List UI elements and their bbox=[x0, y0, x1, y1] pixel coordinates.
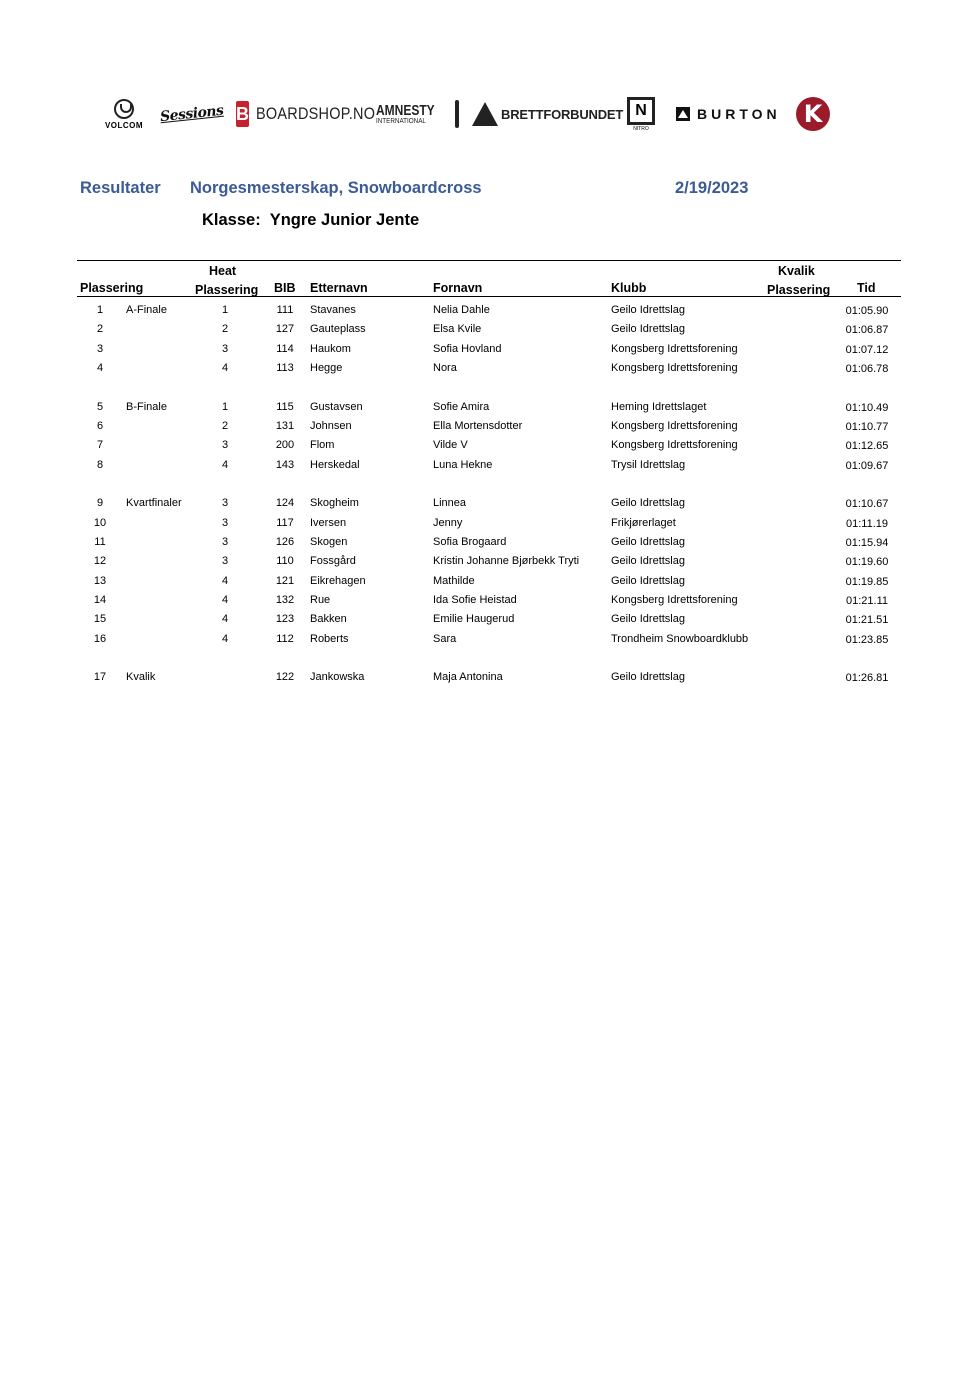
volcom-logo: VOLCOM bbox=[98, 92, 150, 136]
etternavn-cell: Gauteplass bbox=[310, 323, 366, 335]
klubb-cell: Geilo Idrettslag bbox=[611, 613, 685, 625]
col-header-kvalik: Kvalik bbox=[778, 264, 815, 278]
bib-cell: 143 bbox=[275, 459, 295, 471]
etternavn-cell: Gustavsen bbox=[310, 401, 363, 413]
col-header-tid: Tid bbox=[857, 281, 876, 295]
tid-cell: 01:19.85 bbox=[845, 576, 889, 588]
bib-cell: 117 bbox=[276, 517, 294, 529]
klasse-label: Klasse: bbox=[202, 211, 261, 229]
volcom-stone-icon bbox=[114, 99, 134, 119]
bib-cell: 200 bbox=[275, 439, 295, 451]
heat-plassering-cell: 4 bbox=[221, 594, 229, 606]
heat-plassering-cell: 4 bbox=[221, 633, 229, 645]
plassering-cell: 9 bbox=[96, 497, 104, 509]
etternavn-cell: Jankowska bbox=[310, 671, 365, 683]
klubb-cell: Kongsberg Idrettsforening bbox=[611, 343, 738, 355]
fornavn-cell: Mathilde bbox=[433, 575, 475, 587]
col-header-plassering: Plassering bbox=[80, 281, 144, 295]
plassering-cell: 5 bbox=[96, 401, 104, 413]
tid-cell: 01:19.60 bbox=[845, 556, 889, 568]
plassering-cell: 4 bbox=[96, 362, 104, 374]
heat-plassering-cell: 3 bbox=[221, 517, 229, 529]
klubb-cell: Geilo Idrettslag bbox=[611, 536, 685, 548]
col-header-heat-plassering: Plassering bbox=[195, 283, 259, 297]
klasse-heading bbox=[202, 211, 419, 230]
etternavn-cell: Rue bbox=[310, 594, 331, 606]
bib-cell: 111 bbox=[276, 304, 294, 316]
klubb-cell: Geilo Idrettslag bbox=[611, 304, 685, 316]
heat-plassering-cell: 3 bbox=[221, 536, 229, 548]
plassering-cell: 15 bbox=[93, 613, 107, 625]
round-cell: B-Finale bbox=[126, 401, 167, 413]
tid-cell: 01:09.67 bbox=[845, 460, 889, 472]
bib-cell: 121 bbox=[275, 575, 295, 587]
heat-plassering-cell: 1 bbox=[221, 401, 229, 413]
table-top-rule bbox=[77, 260, 901, 261]
tid-cell: 01:10.77 bbox=[845, 421, 889, 433]
event-title: Norgesmesterskap, Snowboardcross bbox=[190, 179, 482, 197]
candle-icon bbox=[455, 100, 459, 128]
fornavn-cell: Luna Hekne bbox=[433, 459, 493, 471]
heat-plassering-cell: 4 bbox=[221, 362, 229, 374]
heat-plassering-cell: 2 bbox=[221, 323, 229, 335]
heat-plassering-cell: 4 bbox=[221, 575, 229, 587]
col-header-klubb: Klubb bbox=[611, 281, 647, 295]
plassering-cell: 16 bbox=[93, 633, 107, 645]
heat-plassering-cell: 4 bbox=[221, 459, 229, 471]
plassering-cell: 11 bbox=[94, 536, 106, 548]
klubb-cell: Kongsberg Idrettsforening bbox=[611, 439, 738, 451]
klubb-cell: Kongsberg Idrettsforening bbox=[611, 594, 738, 606]
heat-plassering-cell: 2 bbox=[221, 420, 229, 432]
round-cell: A-Finale bbox=[126, 304, 167, 316]
event-date: 2/19/2023 bbox=[675, 179, 749, 197]
bib-cell: 131 bbox=[275, 420, 295, 432]
heat-plassering-cell: 3 bbox=[221, 555, 229, 567]
fornavn-cell: Emilie Haugerud bbox=[433, 613, 515, 625]
plassering-cell: 3 bbox=[96, 343, 104, 355]
brettforbundet-logo: BRETTFORBUNDET bbox=[472, 92, 606, 136]
mountain-icon bbox=[472, 102, 498, 126]
fornavn-cell: Maja Antonina bbox=[433, 671, 503, 683]
table-header-rule bbox=[77, 296, 901, 297]
col-header-heat: Heat bbox=[209, 264, 237, 278]
col-header-kvalik-plassering: Plassering bbox=[767, 283, 831, 297]
fornavn-cell: Kristin Johanne Bjørbekk Tryti bbox=[433, 555, 580, 567]
sponsor-logos bbox=[98, 92, 838, 136]
bib-cell: 110 bbox=[276, 555, 294, 567]
tid-cell: 01:06.78 bbox=[845, 363, 889, 375]
burton-logo: BURTON bbox=[676, 92, 786, 136]
etternavn-cell: Herskedal bbox=[310, 459, 360, 471]
section-title: Resultater bbox=[80, 179, 161, 197]
round-cell: Kvalik bbox=[126, 671, 156, 683]
klubb-cell: Geilo Idrettslag bbox=[611, 497, 685, 509]
boardshop-logo: B BOARDSHOP.NO bbox=[236, 92, 360, 136]
tid-cell: 01:12.65 bbox=[845, 440, 889, 452]
heat-plassering-cell: 3 bbox=[221, 497, 229, 509]
plassering-cell: 14 bbox=[93, 594, 107, 606]
fornavn-cell: Ida Sofie Heistad bbox=[433, 594, 517, 606]
col-header-etternavn: Etternavn bbox=[310, 281, 368, 295]
bib-cell: 115 bbox=[276, 401, 294, 413]
bib-cell: 127 bbox=[275, 323, 295, 335]
fornavn-cell: Vilde V bbox=[433, 439, 468, 451]
plassering-cell: 6 bbox=[96, 420, 104, 432]
etternavn-cell: Johnsen bbox=[310, 420, 352, 432]
tid-cell: 01:23.85 bbox=[845, 634, 889, 646]
klubb-cell: Kongsberg Idrettsforening bbox=[611, 420, 738, 432]
bib-cell: 124 bbox=[275, 497, 295, 509]
plassering-cell: 2 bbox=[96, 323, 104, 335]
col-header-bib: BIB bbox=[274, 281, 296, 295]
nitro-logo: N NITRO bbox=[626, 92, 656, 136]
boardshop-b-icon: B bbox=[236, 101, 249, 127]
klubb-cell: Heming Idrettslaget bbox=[611, 401, 707, 413]
k-logo bbox=[796, 92, 832, 136]
fornavn-cell: Nora bbox=[433, 362, 457, 374]
nitro-n-icon: N bbox=[627, 97, 655, 125]
etternavn-cell: Skogen bbox=[310, 536, 348, 548]
klubb-cell: Frikjørerlaget bbox=[611, 517, 676, 529]
tid-cell: 01:11.19 bbox=[845, 518, 888, 530]
heat-plassering-cell: 3 bbox=[221, 439, 229, 451]
fornavn-cell: Nelia Dahle bbox=[433, 304, 490, 316]
etternavn-cell: Stavanes bbox=[310, 304, 356, 316]
etternavn-cell: Haukom bbox=[310, 343, 351, 355]
tid-cell: 01:07.12 bbox=[845, 344, 889, 356]
etternavn-cell: Iversen bbox=[310, 517, 347, 529]
k-circle-icon: K bbox=[796, 97, 830, 131]
etternavn-cell: Skogheim bbox=[310, 497, 359, 509]
etternavn-cell: Eikrehagen bbox=[310, 575, 366, 587]
heat-plassering-cell: 1 bbox=[221, 304, 229, 316]
klubb-cell: Geilo Idrettslag bbox=[611, 575, 685, 587]
fornavn-cell: Jenny bbox=[433, 517, 463, 529]
fornavn-cell: Sofie Amira bbox=[433, 401, 490, 413]
plassering-cell: 13 bbox=[93, 575, 107, 587]
heat-plassering-cell: 4 bbox=[221, 613, 229, 625]
tid-cell: 01:15.94 bbox=[845, 537, 889, 549]
etternavn-cell: Bakken bbox=[310, 613, 347, 625]
burton-mountain-icon bbox=[676, 107, 690, 121]
klubb-cell: Trysil Idrettslag bbox=[611, 459, 686, 471]
plassering-cell: 1 bbox=[96, 304, 104, 316]
plassering-cell: 12 bbox=[93, 555, 107, 567]
col-header-fornavn: Fornavn bbox=[433, 281, 483, 295]
klubb-cell: Trondheim Snowboardklubb bbox=[611, 633, 749, 645]
fornavn-cell: Ella Mortensdotter bbox=[433, 420, 523, 432]
bib-cell: 123 bbox=[275, 613, 295, 625]
tid-cell: 01:26.81 bbox=[845, 672, 889, 684]
klubb-cell: Geilo Idrettslag bbox=[611, 555, 685, 567]
etternavn-cell: Roberts bbox=[310, 633, 349, 645]
fornavn-cell: Elsa Kvile bbox=[433, 323, 482, 335]
bib-cell: 122 bbox=[275, 671, 295, 683]
bib-cell: 114 bbox=[276, 343, 294, 355]
bib-cell: 126 bbox=[275, 536, 295, 548]
klubb-cell: Geilo Idrettslag bbox=[611, 323, 685, 335]
plassering-cell: 10 bbox=[93, 517, 107, 529]
etternavn-cell: Flom bbox=[310, 439, 335, 451]
fornavn-cell: Sofia Hovland bbox=[433, 343, 502, 355]
klasse-value: Yngre Junior Jente bbox=[269, 211, 420, 229]
bib-cell: 112 bbox=[276, 633, 294, 645]
bib-cell: 132 bbox=[275, 594, 295, 606]
tid-cell: 01:06.87 bbox=[845, 324, 889, 336]
etternavn-cell: Fossgård bbox=[310, 555, 356, 567]
tid-cell: 01:10.67 bbox=[845, 498, 889, 510]
round-cell: Kvartfinaler bbox=[126, 497, 182, 509]
klubb-cell: Kongsberg Idrettsforening bbox=[611, 362, 738, 374]
plassering-cell: 8 bbox=[96, 459, 104, 471]
tid-cell: 01:05.90 bbox=[845, 305, 889, 317]
plassering-cell: 17 bbox=[93, 671, 107, 683]
fornavn-cell: Linnea bbox=[433, 497, 467, 509]
tid-cell: 01:21.11 bbox=[845, 595, 888, 607]
heat-plassering-cell: 3 bbox=[221, 343, 229, 355]
etternavn-cell: Hegge bbox=[310, 362, 343, 374]
sessions-logo: Sessions bbox=[159, 102, 225, 126]
fornavn-cell: Sofia Brogaard bbox=[433, 536, 507, 548]
tid-cell: 01:21.51 bbox=[845, 614, 889, 626]
plassering-cell: 7 bbox=[96, 439, 104, 451]
amnesty-logo: AMNESTY INTERNATIONAL bbox=[376, 92, 458, 136]
bib-cell: 113 bbox=[276, 362, 294, 374]
klubb-cell: Geilo Idrettslag bbox=[611, 671, 685, 683]
tid-cell: 01:10.49 bbox=[845, 402, 889, 414]
fornavn-cell: Sara bbox=[433, 633, 457, 645]
